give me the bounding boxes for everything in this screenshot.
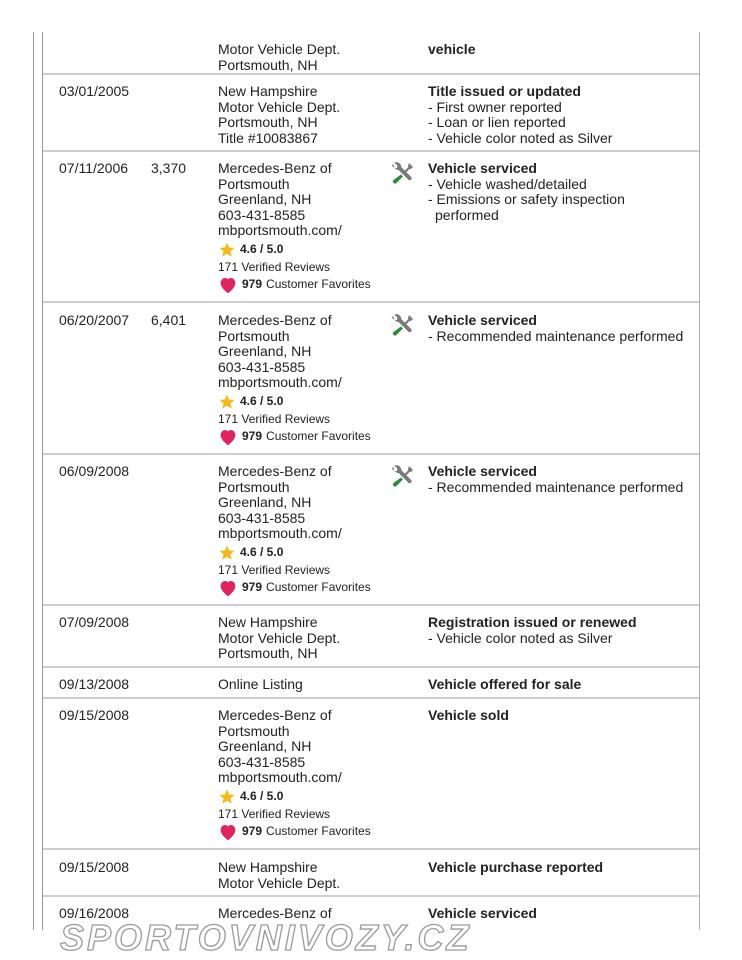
source-rating: [218, 544, 408, 562]
record-date: 09/15/2008: [59, 707, 130, 723]
record-title: Vehicle serviced: [428, 463, 537, 479]
favorites-count: 979: [242, 579, 263, 594]
verified-reviews[interactable]: 171 Verified Reviews: [218, 411, 331, 426]
history-row: [43, 698, 699, 850]
favorites-label: Customer Favorites: [266, 428, 371, 443]
record-title: Vehicle serviced: [428, 905, 537, 921]
source-line: Greenland, NH: [218, 191, 312, 207]
source-line: 603-431-8585: [218, 509, 306, 526]
record-details: [428, 708, 688, 724]
favorites-count: 979: [242, 428, 263, 443]
heart-icon: [218, 428, 238, 446]
record-date: 09/13/2008: [59, 676, 130, 692]
history-row: [43, 74, 699, 152]
source-line: Greenland, NH: [218, 343, 312, 359]
right-margin-line: [699, 32, 700, 930]
source-line: Portsmouth, NH: [218, 56, 318, 73]
record-title: Vehicle sold: [428, 707, 509, 723]
record-source: [218, 84, 408, 146]
record-details: [428, 860, 688, 876]
history-row: [43, 303, 699, 455]
source-line: Mercedes-Benz of: [218, 463, 332, 479]
source-website-link[interactable]: mbportsmouth.com/: [218, 769, 342, 785]
star-icon: [218, 393, 236, 411]
source-line: 603-431-8585: [218, 358, 306, 375]
source-line: Portsmouth: [218, 478, 290, 495]
favorites-label: Customer Favorites: [266, 823, 371, 838]
heart-icon: [218, 823, 238, 841]
source-rating: [218, 241, 408, 259]
record-source: [218, 161, 408, 294]
favorites-count: 979: [242, 823, 263, 838]
source-line: Mercedes-Benz of: [218, 312, 332, 328]
record-source: [218, 313, 408, 446]
record-title: Title issued or updated: [428, 83, 581, 99]
record-details: [428, 161, 688, 223]
record-details: [428, 677, 688, 693]
record-detail-item: - Emissions or safety inspection performed: [428, 191, 625, 223]
record-date: 03/01/2005: [59, 83, 130, 99]
source-line: Portsmouth: [218, 722, 290, 739]
record-source: [218, 677, 408, 693]
record-date: 07/09/2008: [59, 614, 130, 630]
source-line: Greenland, NH: [218, 738, 312, 754]
record-detail-item: - Vehicle color noted as Silver: [428, 129, 613, 146]
source-line: New Hampshire: [218, 83, 318, 99]
customer-favorites: [218, 428, 408, 446]
rating-value: 4.6 / 5.0: [240, 241, 284, 256]
history-row: [43, 605, 699, 668]
source-rating: [218, 393, 408, 411]
record-source: [218, 860, 408, 891]
source-line: Portsmouth, NH: [218, 645, 318, 661]
record-details: [428, 615, 688, 646]
rating-value: 4.6 / 5.0: [240, 393, 284, 408]
record-date: 07/11/2006: [59, 160, 129, 176]
source-line: Motor Vehicle Dept.: [218, 98, 341, 115]
record-date: 06/09/2008: [59, 463, 130, 479]
heart-icon: [218, 579, 238, 597]
history-row: [43, 151, 699, 303]
source-line: 603-431-8585: [218, 753, 306, 770]
record-detail-item: - Vehicle color noted as Silver: [428, 629, 613, 646]
heart-icon: [218, 276, 238, 294]
record-date: 09/15/2008: [59, 859, 130, 875]
record-title: vehicle: [428, 41, 476, 57]
record-detail-item: - Recommended maintenance performed: [428, 478, 684, 495]
record-title: Vehicle serviced: [428, 160, 537, 176]
record-source: [218, 464, 408, 597]
record-date: 06/20/2007: [59, 312, 130, 328]
record-details: [428, 42, 688, 58]
source-line: Online Listing: [218, 676, 303, 692]
wrench-screwdriver-icon: [390, 161, 416, 187]
source-line: Motor Vehicle Dept.: [218, 41, 341, 57]
record-detail-item: - Loan or lien reported: [428, 114, 566, 130]
record-detail-item: - Recommended maintenance performed: [428, 327, 684, 344]
record-source: [218, 42, 408, 73]
source-line: 603-431-8585: [218, 206, 306, 223]
source-website-link[interactable]: mbportsmouth.com/: [218, 374, 342, 390]
record-title: Registration issued or renewed: [428, 614, 637, 630]
record-title: Vehicle offered for sale: [428, 676, 582, 692]
wrench-screwdriver-icon: [390, 313, 416, 339]
record-source: [218, 708, 408, 841]
source-line: Mercedes-Benz of: [218, 160, 332, 176]
source-line: Portsmouth: [218, 175, 290, 192]
source-line: Portsmouth: [218, 327, 290, 344]
verified-reviews[interactable]: 171 Verified Reviews: [218, 562, 331, 577]
rating-value: 4.6 / 5.0: [240, 788, 284, 803]
record-date: 09/16/2008: [59, 905, 130, 921]
record-source: [218, 615, 408, 662]
source-line: Title #10083867: [218, 129, 318, 146]
record-detail-item: - First owner reported: [428, 98, 562, 115]
record-mileage: 3,370: [151, 160, 187, 176]
record-details: [428, 84, 688, 146]
source-website-link[interactable]: mbportsmouth.com/: [218, 525, 342, 541]
favorites-count: 979: [242, 276, 263, 291]
star-icon: [218, 544, 236, 562]
record-detail-item: - Vehicle washed/detailed: [428, 175, 587, 192]
source-website-link[interactable]: mbportsmouth.com/: [218, 222, 342, 238]
source-line: Mercedes-Benz of: [218, 707, 332, 723]
record-details: [428, 464, 688, 495]
verified-reviews[interactable]: 171 Verified Reviews: [218, 259, 331, 274]
star-icon: [218, 241, 236, 259]
wrench-screwdriver-icon: [390, 464, 416, 490]
rating-value: 4.6 / 5.0: [240, 544, 284, 559]
source-line: Mercedes-Benz of: [218, 905, 332, 921]
service-icon: [390, 313, 416, 339]
favorites-label: Customer Favorites: [266, 276, 371, 291]
source-line: Motor Vehicle Dept.: [218, 874, 341, 891]
source-line: Portsmouth, NH: [218, 114, 318, 130]
verified-reviews[interactable]: 171 Verified Reviews: [218, 806, 331, 821]
customer-favorites: [218, 823, 408, 841]
record-mileage: 6,401: [151, 312, 187, 328]
history-row: [43, 454, 699, 606]
record-title: Vehicle purchase reported: [428, 859, 604, 875]
watermark: [60, 918, 730, 958]
service-icon: [390, 464, 416, 490]
history-row: [43, 850, 699, 897]
left-margin-line: [33, 32, 34, 930]
record-title: Vehicle serviced: [428, 312, 537, 328]
source-line: Motor Vehicle Dept.: [218, 629, 341, 646]
history-row: [43, 32, 699, 75]
source-line: New Hampshire: [218, 859, 318, 875]
star-icon: [218, 788, 236, 806]
watermark-text: SPORTOVNIVOZY.CZ: [60, 918, 472, 958]
customer-favorites: [218, 579, 408, 597]
service-icon: [390, 161, 416, 187]
history-row: [43, 667, 699, 699]
source-rating: [218, 788, 408, 806]
favorites-label: Customer Favorites: [266, 579, 371, 594]
source-line: Greenland, NH: [218, 494, 312, 510]
customer-favorites: [218, 276, 408, 294]
source-line: New Hampshire: [218, 614, 318, 630]
record-details: [428, 313, 688, 344]
